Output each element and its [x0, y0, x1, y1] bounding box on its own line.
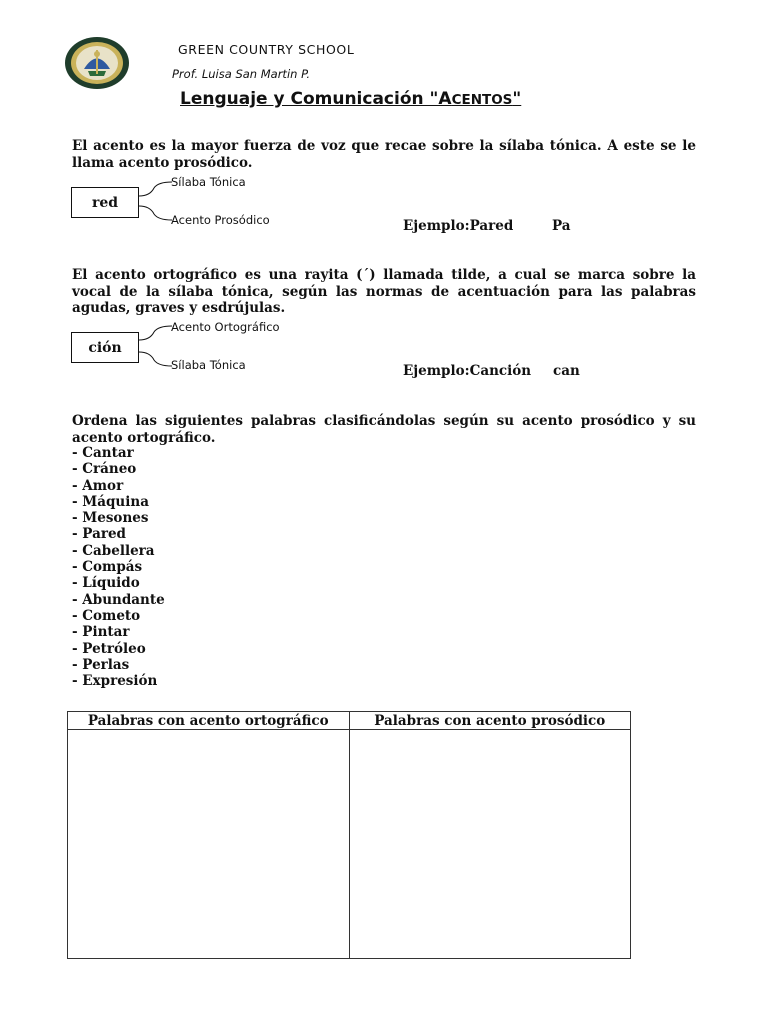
word-box-red: red	[71, 187, 139, 218]
column-header-ortografico: Palabras con acento ortográfico	[68, 712, 350, 730]
list-item: - Máquina	[72, 493, 149, 510]
list-item: - Cráneo	[72, 461, 137, 478]
classification-table	[67, 711, 631, 959]
teacher-name: Prof. Luisa San Martin P.	[172, 67, 311, 81]
orthographic-accent-definition: El acento ortográfico es una rayita (´) llamada tilde, a cual se marca sobre la vocal de la sílaba tónica, según las normas de acentuación para las palabras agudas, graves y esdrújulas.	[72, 267, 696, 316]
answer-cell-ortografico[interactable]	[68, 730, 350, 959]
page-title	[180, 89, 521, 109]
label-acento-prosodico: Acento Prosódico	[171, 213, 270, 227]
example-pared-syllable: Pa	[552, 218, 571, 234]
example-cancion: Ejemplo:Canción	[403, 363, 532, 379]
title-end: "	[512, 89, 522, 109]
label-silaba-tonica-1: Sílaba Tónica	[171, 175, 246, 189]
word-box-cion: ción	[71, 332, 139, 363]
list-item: - Pared	[72, 526, 126, 543]
example-pared: Ejemplo:Pared	[403, 218, 514, 234]
example-cancion-syllable: can	[553, 363, 580, 379]
label-silaba-tonica-2: Sílaba Tónica	[171, 358, 246, 372]
title-caps: CENTOS	[451, 92, 513, 108]
list-item: - Líquido	[72, 575, 140, 592]
list-item: - Cantar	[72, 445, 134, 461]
list-item: - Compás	[72, 559, 143, 576]
school-crest-icon	[64, 36, 130, 90]
prosodic-accent-definition: El acento es la mayor fuerza de voz que recae sobre la sílaba tónica. A este se le llama acento prosódico.	[72, 138, 696, 171]
connector-lines-2	[136, 320, 176, 372]
label-acento-ortografico: Acento Ortográfico	[171, 320, 280, 334]
list-item: - Pintar	[72, 624, 130, 641]
list-item: - Cabellera	[72, 542, 155, 559]
school-logo	[64, 36, 130, 90]
title-main: Lenguaje y Comunicación "A	[180, 89, 452, 109]
word-list	[72, 445, 165, 689]
list-item: - Amor	[72, 477, 124, 494]
list-item: - Mesones	[72, 510, 149, 527]
answer-cell-prosodico[interactable]	[349, 730, 631, 959]
list-item: - Perlas	[72, 656, 130, 673]
list-item: - Petróleo	[72, 640, 146, 657]
list-item: - Cometo	[72, 607, 141, 624]
school-name: GREEN COUNTRY SCHOOL	[178, 42, 355, 57]
exercise-instruction: Ordena las siguientes palabras clasificándolas según su acento prosódico y su acento ortográfico.	[72, 413, 696, 446]
connector-lines-1	[136, 176, 176, 228]
column-header-prosodico: Palabras con acento prosódico	[349, 712, 631, 730]
list-item: - Abundante	[72, 591, 165, 608]
list-item: - Expresión	[72, 673, 158, 690]
